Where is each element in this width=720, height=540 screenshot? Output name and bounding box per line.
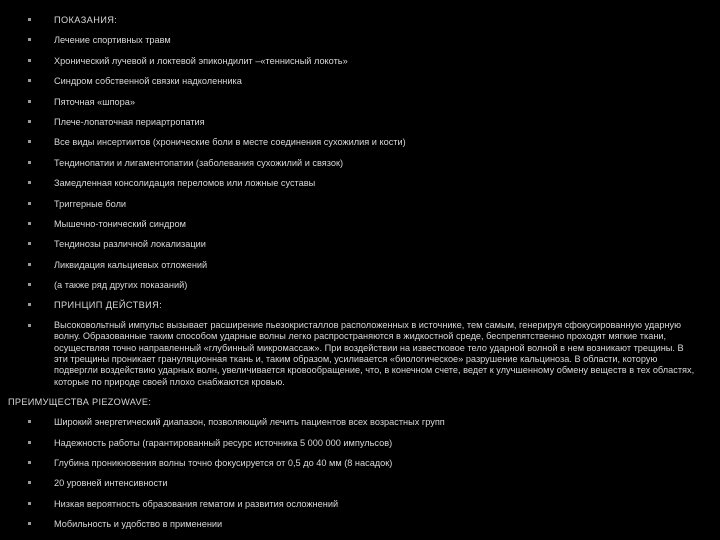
indication-text: Замедленная консолидация переломов или ложные суставы: [54, 178, 316, 189]
bullet-icon: [28, 441, 31, 444]
bullet-icon: [28, 120, 31, 123]
advantage-text: Мобильность и удобство в применении: [54, 519, 223, 530]
bullet-icon: [28, 283, 31, 286]
list-item-principle-text: [28, 316, 698, 392]
list-item: [28, 153, 698, 173]
bullet-icon: [28, 202, 31, 205]
bullet-icon: [28, 79, 31, 82]
list-item: [28, 255, 698, 275]
list-item: [28, 275, 698, 295]
list-item: [28, 453, 698, 473]
bullet-icon: [28, 263, 31, 266]
indication-text: Все виды инсертиитов (хронические боли в месте соединения сухожилия и кости): [54, 137, 406, 148]
bullet-icon: [28, 522, 31, 525]
indication-text: Синдром собственной связки надколенника: [54, 76, 242, 87]
list-item: [28, 30, 698, 50]
list-item: [28, 433, 698, 453]
bullet-icon: [28, 18, 31, 21]
list-item: [28, 173, 698, 193]
list-item: [28, 494, 698, 514]
indication-text: (а также ряд других показаний): [54, 280, 188, 291]
bullet-icon: [28, 303, 31, 306]
indication-text: Тендинопатии и лигаментопатии (заболевания сухожилий и связок): [54, 157, 344, 168]
bullet-icon: [28, 461, 31, 464]
bullet-icon: [28, 100, 31, 103]
bullet-icon: [28, 38, 31, 41]
indication-text: Ликвидация кальциевых отложений: [54, 259, 208, 270]
indication-text: Плече-лопаточная периартропатия: [54, 116, 205, 127]
advantage-text: Низкая вероятность образования гематом и развития осложнений: [54, 498, 339, 509]
indication-text: Мышечно-тонический синдром: [54, 218, 186, 229]
bullet-icon: [28, 481, 31, 484]
list-item: [28, 412, 698, 432]
list-item: [28, 132, 698, 152]
bullet-icon: [28, 242, 31, 245]
list-item: [28, 112, 698, 132]
bullet-icon: [28, 420, 31, 423]
bullet-icon: [28, 140, 31, 143]
bullet-icon: [28, 222, 31, 225]
bullet-icon: [28, 59, 31, 62]
list-item: [28, 71, 698, 91]
advantage-text: 20 уровней интенсивности: [54, 478, 168, 489]
bullet-icon: [28, 161, 31, 164]
list-item-principle-heading: [28, 295, 698, 315]
bullet-icon: [28, 502, 31, 505]
list-item: [28, 234, 698, 254]
advantage-text: Широкий энергетический диапазон, позволяющий лечить пациентов всех возрастных групп: [54, 417, 445, 428]
indication-text: Пяточная «шпора»: [54, 96, 135, 107]
list-item-indications-heading: [28, 10, 698, 30]
advantage-text: Надежность работы (гарантированный ресурс источника 5 000 000 импульсов): [54, 437, 393, 448]
list-item: [28, 51, 698, 71]
list-item: [28, 514, 698, 534]
indications-heading: ПОКАЗАНИЯ:: [54, 15, 118, 25]
principle-text: Высоковольтный импульс вызывает расширение пьезокристаллов расположенных в источнике, тем самым, генерируя сфокусированную ударную волну. Образованные таким способом ударные волны легко распространяются в жидкостной среде, беспрепятственно проходят мягкие ткани, осуществляя точно направленный «глубинный микромассаж». При воздействии на известковое тело ударной волной в нем возникают трещины. В эти трещины проникает грануляционная ткань и, таким образом, усиливается «биологическое» разрушение кальциноза. В области, которую подвергли воздействию ударных волн, увеличивается кровообращение, что, в конечном счете, ведет к улучшенному обмену веществ в тех областях, которые по природе своей плохо снабжаются кровью.: [54, 319, 695, 387]
advantages-heading: ПРЕИМУЩЕСТВА PIEZOWAVE:: [8, 397, 152, 408]
indication-text: Хронический лучевой и локтевой эпикондилит –«теннисный локоть»: [54, 55, 348, 66]
list-item: [28, 214, 698, 234]
list-item: [28, 194, 698, 214]
advantage-text: Глубина проникновения волны точно фокусируется от 0,5 до 40 мм (8 насадок): [54, 458, 393, 469]
bullet-icon: [28, 324, 31, 327]
bullet-icon: [28, 181, 31, 184]
principle-heading: ПРИНЦИП ДЕЙСТВИЯ:: [54, 300, 163, 311]
indication-text: Лечение спортивных травм: [54, 35, 171, 46]
indication-text: Тендинозы различной локализации: [54, 239, 206, 250]
list-item: [28, 92, 698, 112]
list-item: [28, 473, 698, 493]
indication-text: Триггерные боли: [54, 198, 127, 209]
content-list: [8, 10, 698, 535]
